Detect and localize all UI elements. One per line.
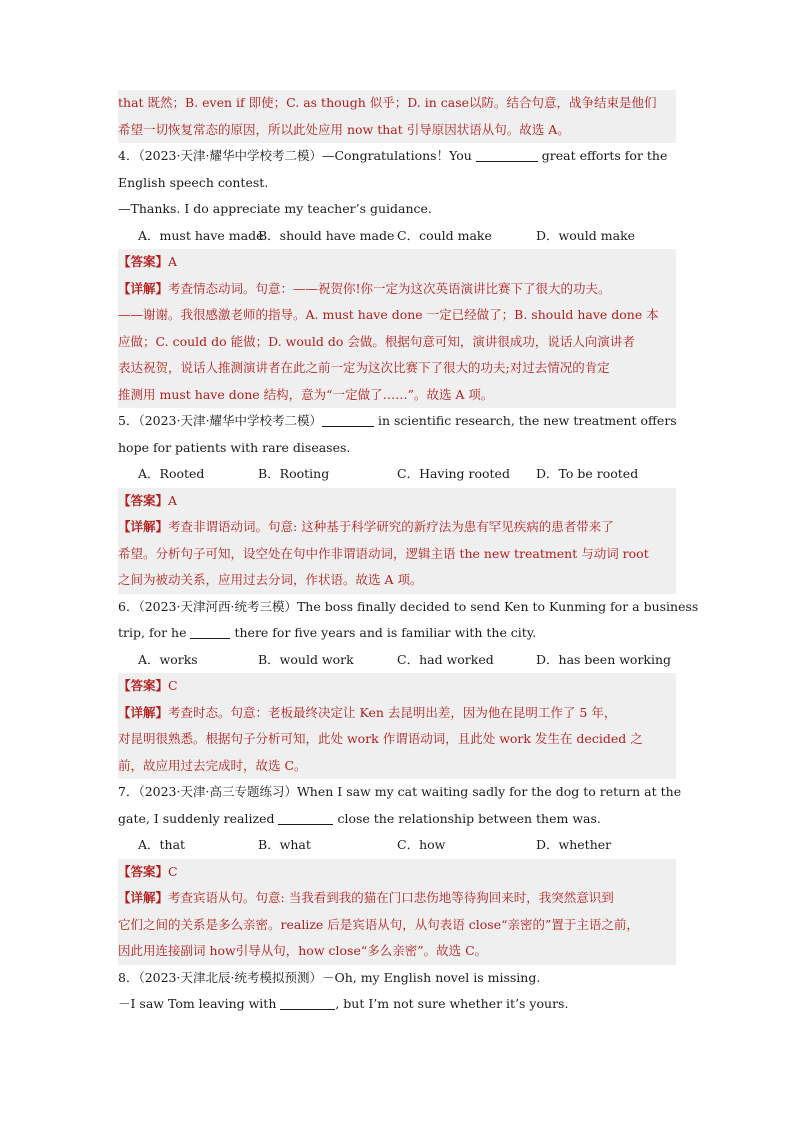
answer-blank bbox=[280, 995, 335, 1010]
question-stem: －I saw Tom leaving with , but I’m not sure whether it’s yours. bbox=[118, 996, 569, 1011]
question-stem: trip, for he there for five years and is familiar with the city. bbox=[118, 625, 537, 640]
question-stem: 8．（2023·天津北辰·统考模拟预测）－Oh, my English novel is missing. bbox=[118, 969, 541, 985]
options bbox=[118, 832, 676, 859]
answer-value: A bbox=[168, 254, 178, 269]
option-c: C．could make bbox=[397, 227, 492, 243]
option-b: B．Rooting bbox=[258, 466, 330, 481]
answer-blank bbox=[190, 624, 230, 639]
detail-line: 希望。分析句子可知，设空处在句中作非谓语动词，逻辑主语 the new treatment 与动词 root bbox=[118, 545, 649, 561]
answer-value: C bbox=[168, 678, 178, 693]
question-stem: hope for patients with rare diseases. bbox=[118, 439, 351, 455]
q3-detail-tail bbox=[118, 90, 676, 143]
option-a: A．that bbox=[138, 837, 186, 852]
question-6 bbox=[118, 594, 699, 780]
detail-line: ——谢谢。我很感激老师的指导。A. must have done 一定已经做了；B. should have done 本 bbox=[118, 307, 659, 322]
options bbox=[118, 647, 676, 674]
detail-line: 因此用连接副词 how引导从句，how close“多么亲密”。故选 C。 bbox=[118, 943, 488, 958]
answer-line: 【答案】C bbox=[118, 678, 178, 693]
answer-line: 【答案】A bbox=[118, 254, 178, 269]
question-8 bbox=[118, 965, 676, 1018]
detail-line: 【详解】考查非谓语动词。句意: 这种基于科学研究的新疗法为患有罕见疾病的患者带来了 bbox=[118, 519, 614, 534]
answer-line: 【答案】C bbox=[118, 863, 178, 879]
option-d: D．To be rooted bbox=[536, 466, 639, 481]
option-c: C．had worked bbox=[397, 651, 494, 667]
detail-line: 【详解】考查情态动词。句意：——祝贺你!你一定为这次英语演讲比赛下了很大的功夫。 bbox=[118, 280, 611, 296]
question-stem: 6．（2023·天津河西·统考三模）The boss finally decided to send Ken to Kunming for a business bbox=[118, 598, 699, 614]
answer-blank bbox=[322, 412, 374, 427]
question-stem: 5．（2023·天津·耀华中学校考二模） in scientific research, the new treatment offers bbox=[118, 413, 677, 428]
detail-line: 应做；C. could do 能做；D. would do 会做。根据句意可知，演讲很成功，说话人向演讲者 bbox=[118, 333, 635, 349]
detail-line: 之间为被动关系，应用过去分词，作状语。故选 A 项。 bbox=[118, 572, 423, 587]
answer-line: 【答案】A bbox=[118, 492, 178, 508]
question-4 bbox=[118, 143, 676, 408]
option-d: D．would make bbox=[536, 227, 636, 243]
question-stem: —Thanks. I do appreciate my teacher’s guidance. bbox=[118, 201, 432, 216]
detail-line: 对昆明很熟悉。根据句子分析可知，此处 work 作谓语动词，且此处 work 发生在 decided 之 bbox=[118, 731, 643, 746]
question-stem: 7．（2023·天津·高三专题练习）When I saw my cat waiting sadly for the dog to return at the bbox=[118, 784, 682, 799]
detail-line: that 既然；B. even if 即使；C. as though 似乎；D. in case以防。结合句意，战争结束是他们 bbox=[118, 95, 657, 110]
option-d: D．whether bbox=[536, 837, 612, 852]
detail-line: 表达祝贺，说话人推测演讲者在此之前一定为这次比赛下了很大的功夫;对过去情况的肯定 bbox=[118, 360, 610, 375]
question-stem: 4．（2023·天津·耀华中学校考二模）—Congratulations！You great efforts for the bbox=[118, 148, 668, 163]
document-page bbox=[118, 90, 699, 1018]
question-stem: gate, I suddenly realized close the relationship between them was. bbox=[118, 810, 601, 826]
answer-blank bbox=[278, 810, 333, 825]
answer-blank bbox=[476, 147, 538, 162]
option-c: C．Having rooted bbox=[397, 466, 510, 481]
options bbox=[118, 461, 676, 488]
detail-line: 前，故应用过去完成时，故选 C。 bbox=[118, 757, 307, 773]
option-a: A．must have made bbox=[138, 227, 264, 243]
option-b: B．what bbox=[258, 837, 311, 852]
options bbox=[118, 223, 676, 250]
option-a: A．works bbox=[138, 651, 198, 667]
detail-line: 推测用 must have done 结构，意为“一定做了……”。故选 A 项。 bbox=[118, 386, 494, 402]
option-b: B．would work bbox=[258, 651, 354, 667]
answer-value: C bbox=[168, 863, 178, 879]
option-d: D．has been working bbox=[536, 651, 672, 667]
option-b: B．should have made bbox=[258, 227, 395, 243]
detail-line: 【详解】考查宾语从句。句意: 当我看到我的猫在门口悲伤地等待狗回来时，我突然意识到 bbox=[118, 890, 614, 905]
option-a: A．Rooted bbox=[138, 466, 205, 481]
detail-line: 【详解】考查时态。句意：老板最终决定让 Ken 去昆明出差，因为他在昆明工作了 5 年， bbox=[118, 704, 617, 720]
answer-value: A bbox=[168, 492, 178, 508]
detail-line: 它们之间的关系是多么亲密。realize 后是宾语从句，从句表语 close“亲密的”置于主语之前， bbox=[118, 916, 639, 932]
option-c: C．how bbox=[397, 837, 446, 852]
question-5 bbox=[118, 408, 676, 594]
question-7 bbox=[118, 779, 682, 965]
detail-line: 希望一切恢复常态的原因，所以此处应用 now that 引导原因状语从句。故选 A。 bbox=[118, 121, 570, 137]
question-stem: English speech contest. bbox=[118, 174, 269, 190]
